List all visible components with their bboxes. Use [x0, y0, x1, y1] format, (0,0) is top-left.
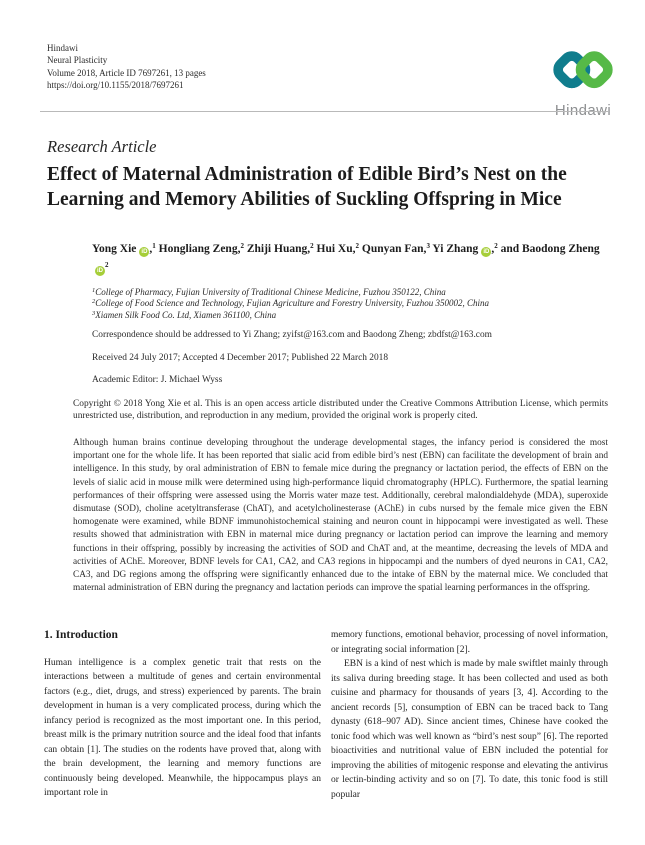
header-divider — [40, 111, 608, 112]
affiliation-list — [92, 287, 610, 321]
orcid-icon[interactable]: iD — [97, 267, 103, 274]
masthead — [47, 42, 206, 91]
correspondence-text: and Baodong Zheng; — [344, 330, 428, 340]
author — [432, 243, 497, 255]
author-name: Qunyan Fan, — [361, 243, 427, 255]
affiliation-number: 3 — [92, 309, 96, 317]
email-link[interactable]: zyifst@163.com — [282, 330, 345, 340]
affiliation-item — [92, 298, 610, 309]
author-name: and Baodong Zheng — [500, 243, 600, 255]
author-affiliation-number: 2 — [105, 260, 109, 269]
author-affiliation-number: 3 — [426, 242, 430, 250]
affiliation-item — [92, 310, 610, 321]
correspondence-text: Correspondence should be addressed to Yi Zhang; — [92, 330, 283, 340]
hindawi-logo-wordmark: Hindawi — [554, 102, 612, 119]
author-affiliation-number: 2 — [240, 242, 244, 250]
author-affiliation-number: 2 — [494, 242, 498, 250]
continuation-paragraph: memory functions, emotional behavior, processing of novel information, or integrating social information [2]. — [331, 630, 608, 655]
affiliation-item — [92, 287, 610, 298]
orcid-icon[interactable]: iD — [483, 249, 490, 255]
article-type-label: Research Article — [47, 137, 157, 156]
author — [362, 243, 430, 255]
publisher-name: Hindawi — [47, 43, 78, 53]
affiliation-number: 2 — [92, 298, 96, 306]
copyright-notice: Copyright © 2018 Yong Xie et al. This is an open access article distributed under the Creative Commons Attribution License, which permits unrestricted use, distribution, and reproduction in any medium, provided the original work is properly cited. — [73, 399, 608, 422]
body-column-right — [331, 628, 608, 802]
author-affiliation-number: 1 — [152, 242, 156, 250]
intro-paragraph: Human intelligence is a complex genetic trait that rests on the interactions between a multitude of genes and certain environmental factors (e.g., diet, drugs, and stress) experienced by parents. The brain development in human is a very complicated process, during which the infancy period is recognized as the most important one. In this period, breast milk is the primary nutrition source and the ideal food that infants can obtain [1]. The studies on the rodents have proved that, along with the brain development, the learning and memory functions are continuously being developed. Meanwhile, the hippocampus plays an important role in — [44, 657, 321, 798]
author-name: Yong Xie — [92, 243, 137, 255]
author-name: Hongliang Zeng, — [158, 243, 241, 255]
author-separator: , — [491, 243, 495, 255]
author — [247, 243, 314, 255]
body-column-left — [44, 628, 321, 801]
intro-heading: 1. Introduction — [44, 629, 118, 641]
affiliation-text: Xiamen Silk Food Co. Ltd, Xiamen 361100, China — [95, 309, 277, 320]
volume-info: Volume 2018, Article ID 7697261, 13 pages — [47, 67, 206, 78]
author — [317, 243, 360, 255]
author-separator: , — [149, 243, 153, 255]
hindawi-logo — [536, 44, 630, 119]
abstract-text: Although human brains continue developing throughout the underage developmental stages, the infancy period is considered the most important one for the whole life. It has been reported that sialic acid from edible bird’s nest (EBN) can facilitate the development of brain and intelligence. In this study, by oral administration of EBN to female mice during the pregnancy or lactation period, the effects of EBN on the levels of sialic acid in mouse milk were determined using high-performance liquid chromatography (HPLC). Furthermore, the spatial learning performances of their offspring were assessed using the Morris water maze test. Additionally, cerebral malondialdehyde (MDA), superoxide dismutase (SOD), choline acetyltransferase (ChAT), and acetylcholinesterase (AChE) in cubs nursed by the female mice given the EBN homogenate were examined, while BDNF immunohistochemical staining and neuron count in hippocampi were investigated as well. These results showed that administration with EBN in maternal mice during pregnancy or lactation period can improve the learning and memory functions in their offspring, possibly by increasing the activities of SOD and ChAT and, at the meantime, decreasing the levels of MDA and activities of AChE. Moreover, BDNF levels for CA1, CA2, and CA3 regions in hippocampi and the numbers of dyed neurons in CA1, CA2, CA3, and DG regions among the offspring were significantly enhanced due to the intake of EBN by the maternal mice. We concluded that maternal administration of EBN during the pregnancy and lactation periods can improve the spatial learning performances in the offspring. — [73, 438, 608, 594]
correspondence-line — [92, 330, 610, 340]
author-name: Yi Zhang — [432, 243, 479, 255]
hindawi-rings-icon — [543, 44, 623, 97]
author-affiliation-number: 2 — [310, 242, 314, 250]
affiliation-text: College of Food Science and Technology, Fujian Agriculture and Forestry University, Fuzhou 350002, China — [95, 298, 490, 309]
article-title: Effect of Maternal Administration of Edible Bird’s Nest on the Learning and Memory Abilities of Suckling Offspring in Mice — [47, 164, 567, 210]
received-accepted-published-line: Received 24 July 2017; Accepted 4 December 2017; Published 22 March 2018 — [92, 353, 389, 363]
email-link[interactable]: zbdfst@163.com — [427, 330, 492, 340]
doi-link[interactable]: https://doi.org/10.1155/2018/7697261 — [47, 79, 184, 90]
author — [159, 243, 244, 255]
academic-editor-line: Academic Editor: J. Michael Wyss — [92, 375, 223, 385]
author-name: Hui Xu, — [316, 243, 356, 255]
affiliation-text: College of Pharmacy, Fujian University of Traditional Chinese Medicine, Fuzhou 350122, China — [95, 287, 446, 297]
author-list — [92, 240, 610, 277]
author-name: Zhiji Huang, — [246, 243, 311, 255]
author-affiliation-number: 2 — [355, 242, 359, 250]
affiliation-number: 1 — [92, 287, 96, 294]
journal-name: Neural Plasticity — [47, 55, 108, 66]
ebn-paragraph: EBN is a kind of nest which is made by male swiftlet mainly through its saliva during breeding stage. It has been collected and used as both cuisine and pharmacy for thousands of years [3, 4]. According to the ancient records [5], consumption of EBN can be traced back to Tang dynasty (618–907 AD). Since ancient times, Chinese have cooked the tonic food which was well known as “bird’s nest soup” [6]. The reported bioactivities and nutritional value of EBN included the potential for improving the abilities of mitogenic response and elevating the antivirus or lectin-binding activity and so on [7]. To date, this tonic food is still popular — [331, 659, 608, 800]
orcid-icon[interactable]: iD — [141, 249, 148, 255]
author — [92, 243, 156, 255]
